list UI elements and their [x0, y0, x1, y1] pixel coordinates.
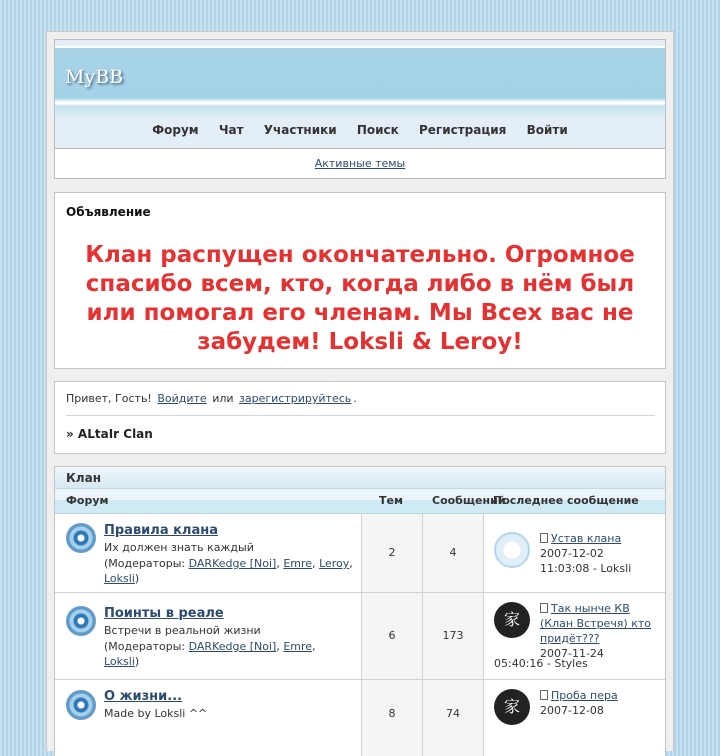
document-icon — [540, 690, 548, 700]
mods-label: (Модераторы: — [104, 640, 186, 653]
or-text: или — [212, 392, 234, 405]
moderator-link[interactable]: Leroy — [319, 557, 350, 570]
main-menu — [55, 120, 665, 148]
menu-register[interactable]: Регистрация — [419, 123, 507, 137]
avatar[interactable] — [494, 532, 530, 568]
moderator-link[interactable]: Emre — [283, 557, 313, 570]
forum-description: Made by Loksli ^^ — [104, 707, 208, 720]
last-post-time-user: 11:03:08 - Loksli — [540, 562, 632, 575]
forum-title[interactable]: Поинты в реале — [104, 606, 224, 621]
topics-count: 2 — [388, 546, 396, 559]
announcement-box — [54, 192, 666, 369]
posts-cell — [422, 514, 483, 592]
forum-title[interactable]: Правила клана — [104, 523, 218, 538]
forum-cell — [55, 680, 361, 756]
posts-cell — [422, 593, 483, 679]
table-header — [55, 489, 665, 514]
announcement-message: Клан распущен окончательно. Огромное спасибо всем, кто, когда либо в нём был или помогал его членам. Мы Всех вас не забудем! Loksli & Leroy! — [85, 242, 635, 355]
menu-forum[interactable]: Форум — [152, 123, 199, 137]
forum-row — [55, 593, 665, 680]
last-post-date: 2007-12-08 — [540, 704, 604, 717]
greeting-line — [66, 392, 357, 405]
category-header[interactable]: Клан — [55, 467, 665, 489]
document-icon — [540, 533, 548, 543]
col-topics: Тем — [379, 494, 403, 507]
logo[interactable]: MyBB — [65, 66, 124, 88]
menu-search[interactable]: Поиск — [356, 123, 399, 137]
forum-row — [55, 514, 665, 593]
period-text: . — [353, 392, 357, 405]
login-link[interactable]: Войдите — [157, 392, 207, 405]
forum-description: Встречи в реальной жизни — [104, 624, 261, 637]
menu-chat[interactable]: Чат — [218, 123, 244, 137]
last-post-date: 2007-12-02 — [540, 547, 604, 560]
forum-title[interactable]: О жизни... — [104, 689, 183, 704]
forum-table — [54, 466, 666, 756]
posts-count: 74 — [446, 707, 460, 720]
posts-count: 4 — [449, 546, 457, 559]
col-posts: Сообщений — [432, 494, 506, 507]
divider — [66, 415, 655, 416]
topics-cell — [361, 593, 422, 679]
greeting-text: Привет, Гость! — [66, 392, 152, 405]
last-post-time-user: 05:40:16 - Styles — [494, 657, 588, 670]
active-topics-link[interactable]: Активные темы — [314, 157, 406, 170]
last-post-cell — [483, 680, 665, 756]
posts-cell — [422, 680, 483, 756]
sublinks-bar — [55, 148, 665, 178]
header — [54, 39, 666, 179]
topics-count: 8 — [388, 707, 396, 720]
mods-label: (Модераторы: — [104, 557, 186, 570]
forum-moderators: (Модераторы: DARKedge [Noi], Emre, Leroy, Loksli) — [104, 557, 353, 585]
moderator-link[interactable]: Loksli — [104, 655, 135, 668]
forum-status-icon[interactable] — [66, 690, 96, 720]
page-wrapper — [46, 31, 674, 751]
forum-description: Их должен знать каждый — [104, 541, 254, 554]
posts-count: 173 — [442, 629, 464, 642]
last-post-info — [540, 601, 662, 661]
welcome-box — [54, 381, 666, 454]
announcement-title: Объявление — [66, 205, 151, 219]
last-post-cell — [483, 593, 665, 679]
banner — [55, 40, 665, 120]
topics-cell — [361, 514, 422, 592]
topics-count: 6 — [388, 629, 396, 642]
last-post-cell — [483, 514, 665, 592]
forum-row — [55, 680, 665, 756]
last-post-link[interactable]: Проба пера — [551, 689, 618, 702]
last-post-link[interactable]: Так нынче КВ (Клан Встречя) кто придёт??? — [540, 602, 651, 645]
topics-cell — [361, 680, 422, 756]
col-forum: Форум — [66, 494, 109, 507]
moderator-link[interactable]: Emre — [283, 640, 313, 653]
moderator-link[interactable]: DARKedge [Noi] — [188, 557, 277, 570]
last-post-date: 2007-11-24 — [540, 647, 604, 660]
document-icon — [540, 603, 548, 613]
last-post-info — [540, 531, 662, 576]
avatar[interactable]: 家 — [494, 689, 530, 725]
moderator-link[interactable]: DARKedge [Noi] — [188, 640, 277, 653]
avatar[interactable]: 家 — [494, 602, 530, 638]
col-last-post: Последнее сообщение — [493, 494, 639, 507]
register-link[interactable]: зарегистрируйтесь — [239, 392, 352, 405]
forum-cell — [55, 593, 361, 679]
forum-status-icon[interactable] — [66, 523, 96, 553]
forum-cell — [55, 514, 361, 592]
last-post-info — [540, 688, 662, 718]
breadcrumb[interactable]: » ALtaIr Clan — [66, 427, 153, 441]
moderator-link[interactable]: Loksli — [104, 572, 135, 585]
menu-members[interactable]: Участники — [263, 123, 337, 137]
forum-status-icon[interactable] — [66, 606, 96, 636]
forum-moderators: (Модераторы: DARKedge [Noi], Emre, Loksli) — [104, 640, 316, 668]
menu-login[interactable]: Войти — [526, 123, 568, 137]
last-post-link[interactable]: Устав клана — [551, 532, 622, 545]
